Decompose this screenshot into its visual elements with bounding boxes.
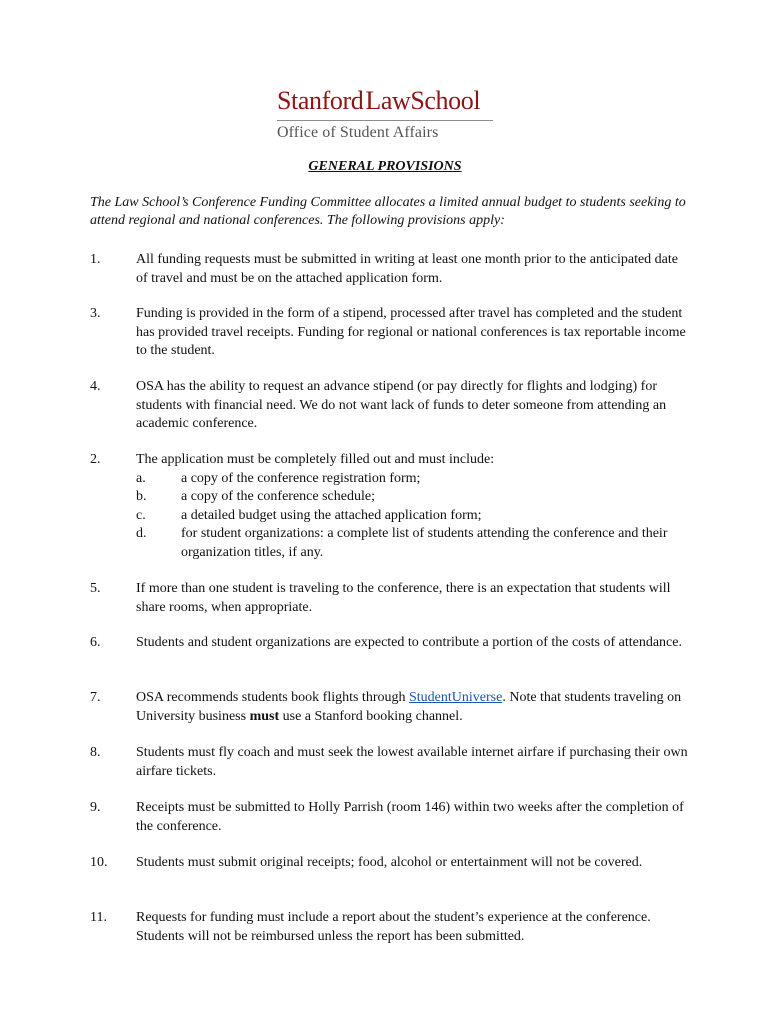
item-text: Receipts must be submitted to Holly Parrish (room 146) within two weeks after the completion of the conference.: [136, 800, 684, 834]
provision-item: [90, 378, 690, 434]
sub-item-text: for student organizations: a complete list of students attending the conference and their organization titles, if any.: [181, 526, 668, 560]
item-number: 8.: [90, 745, 101, 760]
provision-item: [90, 854, 690, 873]
provision-item: [90, 251, 690, 288]
sub-item: [136, 507, 690, 526]
item-text: If more than one student is traveling to the conference, there is an expectation that students will share rooms, when appropriate.: [136, 581, 671, 615]
provision-item: [90, 909, 690, 946]
sub-item-label: d.: [136, 526, 147, 541]
sub-item-label: c.: [136, 507, 146, 523]
item-text: Students and student organizations are expected to contribute a portion of the costs of attendance.: [136, 635, 682, 650]
provision-item: [90, 634, 690, 653]
item-number: 5.: [90, 581, 101, 596]
logo-subtitle: Office of Student Affairs: [277, 124, 439, 141]
logo-divider: [277, 120, 493, 121]
provision-item: [90, 744, 690, 781]
item-number: 9.: [90, 800, 101, 815]
stanford-law-school-logo: [277, 86, 493, 143]
provision-item: [90, 451, 690, 562]
provision-item: [90, 580, 690, 617]
sub-item-text: a copy of the conference registration form;: [181, 470, 421, 486]
sub-item: [136, 525, 690, 562]
item-text: Funding is provided in the form of a stipend, processed after travel has completed and the student has provided travel receipts. Funding for regional or national conferences is tax reportable income to the student.: [136, 306, 686, 358]
item-number: 3.: [90, 306, 101, 321]
item-number: 7.: [90, 690, 101, 705]
logo-wordmark: [277, 86, 493, 116]
provision-item: [90, 689, 690, 726]
item-number: 6.: [90, 635, 101, 650]
item-text-part: use a Stanford booking channel.: [279, 708, 463, 724]
intro-paragraph: The Law School’s Conference Funding Committee allocates a limited annual budget to students seeking to attend regional and national conferences. The following provisions apply:: [90, 195, 686, 228]
item-text: [136, 689, 690, 726]
provision-item: [90, 799, 690, 836]
emphasis-must: must: [249, 708, 280, 724]
item-number: 2.: [90, 452, 101, 467]
item-text: Requests for funding must include a report about the student’s experience at the conference. Students will not be reimbursed unless the report has been submitted.: [136, 910, 651, 944]
logo-lawschool: LawSchool: [365, 86, 481, 115]
item-text: OSA has the ability to request an advance stipend (or pay directly for flights and lodging) for students with financial need. We do not want lack of funds to deter someone from attending an academic conference.: [136, 379, 667, 431]
page-heading: GENERAL PROVISIONS: [308, 159, 462, 174]
item-text: Students must fly coach and must seek the lowest available internet airfare if purchasing their own airfare tickets.: [136, 745, 688, 779]
item-number: 10.: [90, 855, 108, 870]
item-number: 1.: [90, 252, 101, 267]
item-text: Students must submit original receipts; food, alcohol or entertainment will not be covered.: [136, 855, 643, 870]
sub-item-text: a copy of the conference schedule;: [181, 489, 375, 504]
studentuniverse-link[interactable]: StudentUniverse: [409, 690, 503, 705]
item-text-part: OSA recommends students book flights through: [136, 690, 409, 705]
logo-stanford: Stanford: [277, 86, 364, 115]
sub-item-label: a.: [136, 470, 146, 486]
sub-item: [136, 488, 690, 507]
item-number: 4.: [90, 379, 101, 394]
item-text: All funding requests must be submitted in writing at least one month prior to the anticipated date of travel and must be on the attached application form.: [136, 252, 679, 286]
sub-item: [136, 470, 690, 489]
provision-item: [90, 305, 690, 361]
item-text-part: . Note that students traveling on University business: [136, 690, 682, 724]
sub-item-text: a detailed budget using the attached application form;: [181, 507, 482, 523]
item-text: The application must be completely filled out and must include:: [136, 452, 495, 467]
sub-item-label: b.: [136, 489, 147, 504]
item-number: 11.: [90, 910, 107, 925]
